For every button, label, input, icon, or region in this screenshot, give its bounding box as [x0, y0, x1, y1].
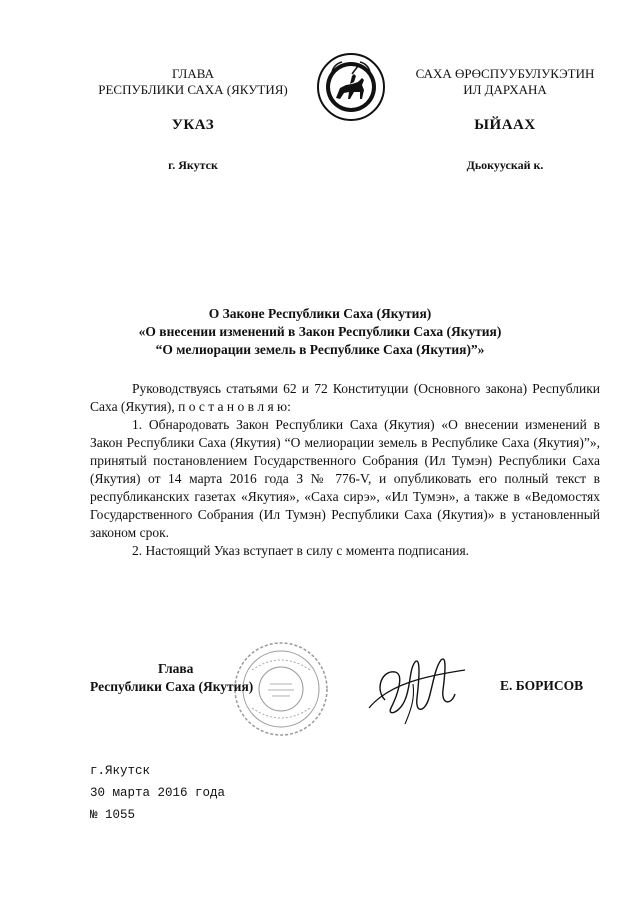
- city-left: г. Якутск: [168, 158, 218, 172]
- document-body: [90, 380, 600, 560]
- header-right: [390, 66, 620, 98]
- footer-date: 30 марта 2016 года: [90, 786, 226, 800]
- header-right-line2: ИЛ ДАРХАНА: [463, 82, 547, 97]
- signature-position-line2: Республики Саха (Якутия): [90, 679, 254, 694]
- signature-position: [90, 660, 280, 696]
- header-left: [78, 66, 308, 98]
- document-title: [90, 305, 550, 359]
- item-2-paragraph: 2. Настоящий Указ вступает в силу с момента подписания.: [132, 543, 470, 558]
- signatory-name: Е. БОРИСОВ: [500, 678, 584, 693]
- coat-of-arms-emblem: [316, 52, 386, 122]
- doc-type-left: УКАЗ: [171, 117, 215, 133]
- city-right: Дьокуускай к.: [466, 158, 544, 172]
- header-left-line1: ГЛАВА: [172, 66, 214, 81]
- footer-number: № 1055: [90, 808, 136, 822]
- title-line3: “О мелиорации земель в Республике Саха (Якутия)”»: [155, 342, 485, 357]
- title-line1: О Законе Республики Саха (Якутия): [208, 306, 432, 321]
- doc-type-right: ЫЙААХ: [474, 117, 536, 133]
- handwritten-signature: [355, 640, 475, 730]
- item-1-paragraph: 1. Обнародовать Закон Республики Саха (Якутия) «О внесении изменений в Закон Республики Саха (Якутия) “О мелиорации земель в Республике Саха (Якутия)”», принятый постановлением Государственного Собрания (Ил Тумэн) Республики Саха (Якутия) от 14 марта 2016 года З № 776-V, и опубликовать его полный текст в республиканских газетах «Якутия», «Саха сирэ», «Ил Тумэн», а также в «Ведомостях Государственного Собрания (Ил Тумэн) Республики Саха (Якутия)» в установленный законом срок.: [90, 417, 600, 540]
- intro-paragraph: Руководствуясь статьями 62 и 72 Конституции (Основного закона) Республики Саха (Якутия), п о с т а н о в л я ю:: [90, 381, 600, 414]
- footer-city: г.Якутск: [90, 764, 151, 778]
- title-line2: «О внесении изменений в Закон Республики Саха (Якутия): [138, 324, 502, 339]
- header-left-line2: РЕСПУБЛИКИ САХА (ЯКУТИЯ): [98, 82, 288, 97]
- header-right-line1: САХА ӨРӨСПУУБУЛУКЭТИН: [415, 66, 595, 81]
- signature-position-line1: Глава: [158, 661, 194, 676]
